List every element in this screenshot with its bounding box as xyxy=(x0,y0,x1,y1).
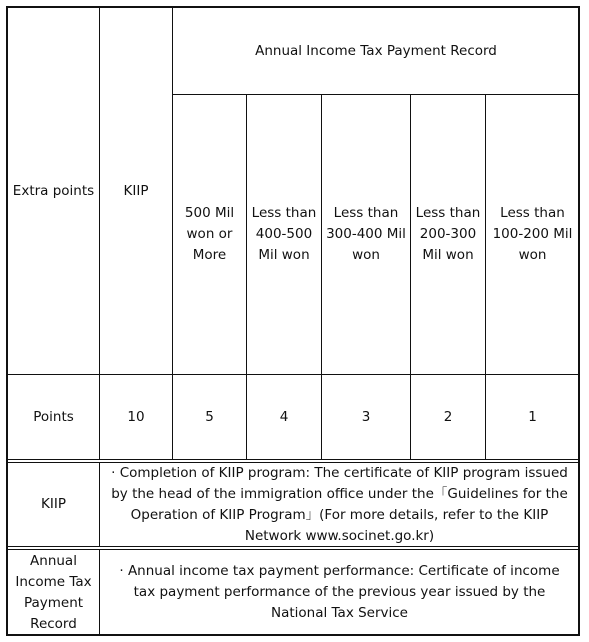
kiip-row-description: · Completion of KIIP program: The certificate of KIIP program issued by the head of the immigration office under the「Guidelines for the Operation of KIIP Program」(For more details, refer to the KIIP Network www.socinet.go.kr) xyxy=(111,464,568,544)
extra-points-header: Extra points xyxy=(12,182,95,199)
tier-header: Less than 300-400 Mil won xyxy=(326,205,406,263)
kiip-header: KIIP xyxy=(123,182,149,199)
annual-record-header: Annual Income Tax Payment Record xyxy=(255,42,497,59)
points-value: 1 xyxy=(528,408,537,425)
tier-header: Less than 400-500 Mil won xyxy=(251,205,317,263)
tier-header: 500 Mil won or More xyxy=(184,205,235,263)
tier-header: Less than 100-200 Mil won xyxy=(492,205,573,263)
points-label: Points xyxy=(33,408,74,425)
points-value: 5 xyxy=(205,408,214,425)
points-value: 2 xyxy=(443,408,453,425)
rule-points-bottom xyxy=(7,459,579,460)
points-value: 4 xyxy=(279,408,289,425)
tier-header: Less than 200-300 Mil won xyxy=(415,205,481,263)
points-value: 10 xyxy=(127,408,145,425)
points-value: 3 xyxy=(361,408,371,425)
income-row-label: Annual Income Tax Payment Record xyxy=(15,552,92,632)
kiip-row-label: KIIP xyxy=(41,496,66,512)
income-row-description: · Annual income tax payment performance: Certificate of income tax payment performance of the previous year issued by the National Tax Service xyxy=(119,563,560,621)
